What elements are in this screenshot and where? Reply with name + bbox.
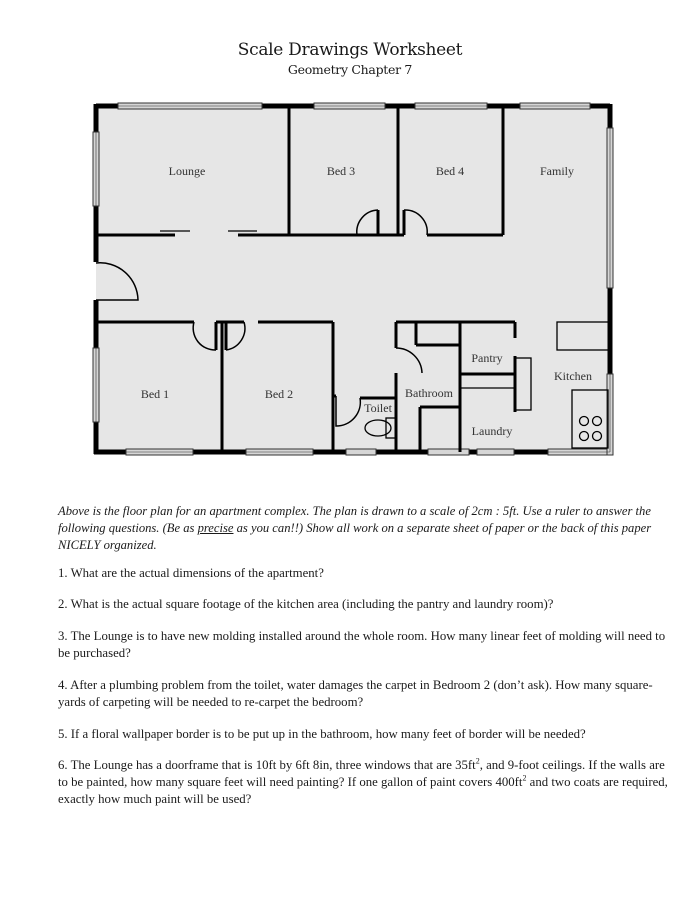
room-label-bathroom: Bathroom bbox=[405, 386, 453, 400]
question-6-text-1: 6. The Lounge has a doorframe that is 10ft by 6ft 8in, three windows that are 35ft bbox=[58, 758, 476, 772]
floor-plan bbox=[88, 98, 618, 460]
instructions-emphasis: precise bbox=[197, 521, 234, 535]
question-1: 1. What are the actual dimensions of the apartment? bbox=[58, 566, 324, 580]
question-6 bbox=[58, 757, 670, 808]
question-3: 3. The Lounge is to have new molding installed around the whole room. How many linear feet of molding will need to be purchased? bbox=[58, 629, 666, 660]
instructions-text-2: as you can!!) Show all work on a separate sheet of paper or the back of this paper NICELY organized. bbox=[58, 521, 652, 552]
floor-area bbox=[96, 106, 610, 452]
room-label-bed1: Bed 1 bbox=[140, 387, 170, 401]
room-label-toilet: Toilet bbox=[364, 401, 392, 415]
question-5: 5. If a floral wallpaper border is to be put up in the bathroom, how many feet of border will be needed? bbox=[58, 727, 586, 741]
instructions-text-1: Above is the floor plan for an apartment complex. The plan is drawn to a scale of 2cm : 5ft. Use a ruler to answer the following questions. (Be as bbox=[58, 504, 651, 535]
question-4: 4. After a plumbing problem from the toilet, water damages the carpet in Bedroom 2 (don’t ask). How many square-yards of carpeting will be needed to re-carpet the bedroom? bbox=[58, 678, 653, 709]
room-label-bed3: Bed 3 bbox=[326, 164, 356, 178]
room-label-bed2: Bed 2 bbox=[264, 387, 294, 401]
room-label-family: Family bbox=[539, 164, 575, 178]
room-label-kitchen: Kitchen bbox=[554, 369, 592, 383]
superscript: 2 bbox=[522, 773, 527, 783]
instructions-paragraph bbox=[58, 503, 668, 554]
superscript: 2 bbox=[475, 756, 480, 766]
worksheet-subtitle: Geometry Chapter 7 bbox=[287, 62, 413, 77]
worksheet-title: Scale Drawings Worksheet bbox=[237, 40, 463, 60]
room-label-lounge: Lounge bbox=[168, 164, 206, 178]
question-6-text-3: and two coats are required, exactly how much paint will be used? bbox=[58, 775, 668, 806]
room-label-pantry: Pantry bbox=[471, 351, 503, 365]
room-label-laundry: Laundry bbox=[471, 424, 513, 438]
question-6-text-2: , and 9-foot ceilings. If the walls are to be painted, how many square feet will need painting? If one gallon of paint covers 400ft bbox=[58, 758, 665, 789]
question-2: 2. What is the actual square footage of the kitchen area (including the pantry and laundry room)? bbox=[58, 597, 554, 611]
room-label-bed4: Bed 4 bbox=[435, 164, 465, 178]
